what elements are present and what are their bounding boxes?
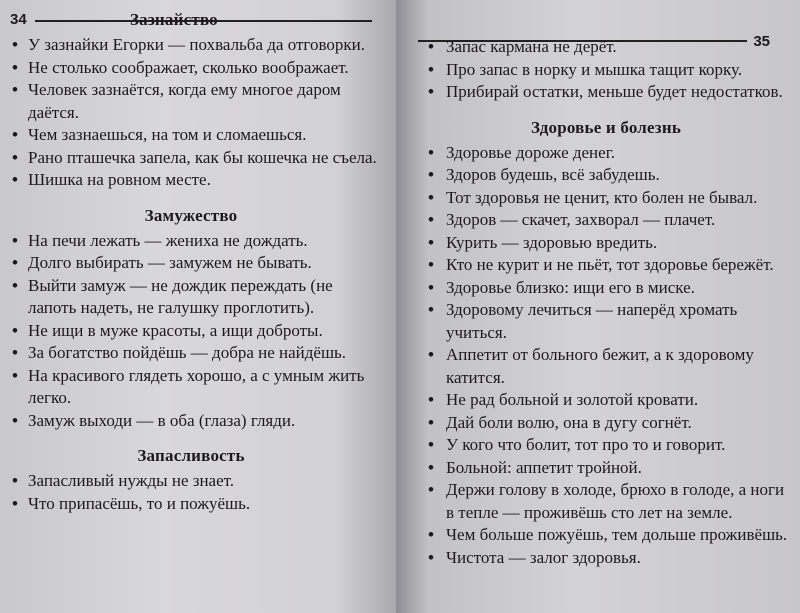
- proverb-item: • Что припасёшь, то и пожуёшь.: [4, 493, 378, 516]
- proverb-item: • Запасливый нужды не знает.: [4, 470, 378, 493]
- proverb-item: • У кого что болит, тот про то и говорит.: [418, 434, 794, 457]
- proverb-item: • Кто не курит и не пьёт, тот здоровье бережёт.: [418, 254, 794, 277]
- section-marriage: [4, 206, 378, 433]
- section-health: [418, 118, 794, 570]
- proverb-item: • Курить — здоровью вредить.: [418, 232, 794, 255]
- proverb-item: • Чем зазнаешься, на том и сломаешься.: [4, 124, 378, 147]
- proverb-item: • Здоров — скачет, захворал — плачет.: [418, 209, 794, 232]
- proverb-item: • Замуж выходи — в оба (глаза) гляди.: [4, 410, 378, 433]
- proverb-item: • Больной: аппетит тройной.: [418, 457, 794, 480]
- proverb-item: • Здоровье дороже денег.: [418, 142, 794, 165]
- proverb-item: • Тот здоровья не ценит, кто болен не бывал.: [418, 187, 794, 210]
- proverb-item: • На красивого глядеть хорошо, а с умным жить легко.: [4, 365, 378, 410]
- proverb-item: • Шишка на ровном месте.: [4, 169, 378, 192]
- proverb-item: • У зазнайки Егорки — похвальба да отговорки.: [4, 34, 378, 57]
- proverb-item: • Не столько соображает, сколько воображает.: [4, 57, 378, 80]
- proverb-item: • Рано пташечка запела, как бы кошечка не съела.: [4, 147, 378, 170]
- proverb-item: • Чистота — залог здоровья.: [418, 547, 794, 570]
- proverb-item: • Здоров будешь, всё забудешь.: [418, 164, 794, 187]
- proverb-item: • На печи лежать — жениха не дождать.: [4, 230, 378, 253]
- page-number-right: 35: [753, 33, 770, 50]
- proverb-item: • Про запас в норку и мышка тащит корку.: [418, 59, 794, 82]
- proverb-item: • Дай боли волю, она в дугу согнёт.: [418, 412, 794, 435]
- right-page: [396, 0, 800, 613]
- proverb-item: • Долго выбирать — замужем не бывать.: [4, 252, 378, 275]
- proverb-item: • Не ищи в муже красоты, а ищи доброты.: [4, 320, 378, 343]
- section-title-conceit: Зазнайство: [130, 10, 218, 29]
- proverb-item: • Чем больше пожуёшь, тем дольше проживёшь.: [418, 524, 794, 547]
- proverb-item: • Прибирай остатки, меньше будет недостатков.: [418, 81, 794, 104]
- section-thrift: [4, 446, 378, 515]
- section-title-health: Здоровье и болезнь: [530, 117, 682, 137]
- page-number-left: 34: [10, 11, 27, 28]
- section-conceit: [4, 34, 378, 192]
- proverb-item: • Здоровье близко: ищи его в миске.: [418, 277, 794, 300]
- proverb-item: • Не рад больной и золотой кровати.: [418, 389, 794, 412]
- proverb-item: • За богатство пойдёшь — добра не найдёшь.: [4, 342, 378, 365]
- proverb-item: • Выйти замуж — не дождик переждать (не лапоть надеть, не галушку проглотить).: [4, 275, 378, 320]
- left-page: [0, 0, 396, 613]
- proverb-item: • Аппетит от больного бежит, а к здоровому катится.: [418, 344, 794, 389]
- proverb-item: • Держи голову в холоде, брюхо в голоде, а ноги в тепле — проживёшь сто лет на земле.: [418, 479, 794, 524]
- section-thrift-continued: [418, 36, 794, 104]
- proverb-item: • Запас кармана не дерёт.: [418, 36, 794, 59]
- proverb-item: • Здоровому лечиться — наперёд хромать учиться.: [418, 299, 794, 344]
- section-title-thrift: Запасливость: [137, 446, 245, 465]
- section-title-marriage: Замужество: [144, 205, 238, 225]
- proverb-item: • Человек зазнаётся, когда ему многое даром даётся.: [4, 79, 378, 124]
